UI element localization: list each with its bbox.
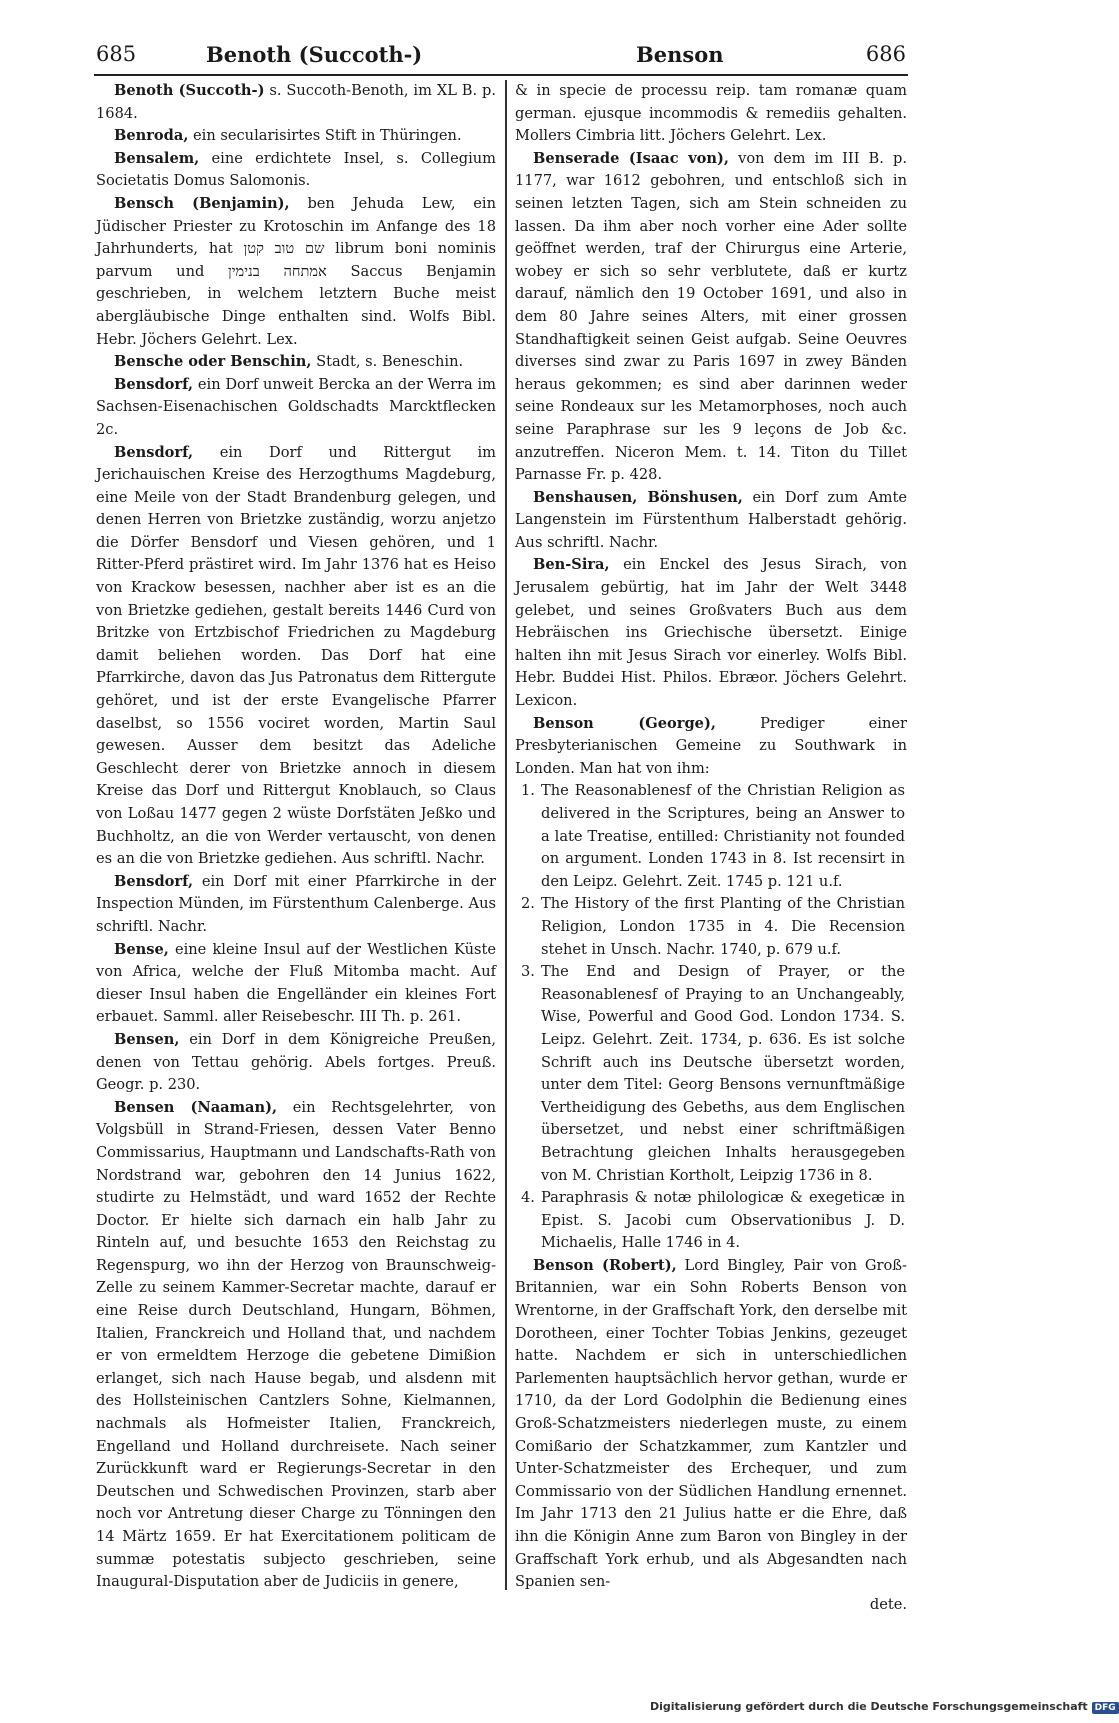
right-column: [515, 80, 907, 1616]
lemma: Bensdorf,: [114, 375, 194, 393]
lemma: Benroda,: [114, 127, 189, 145]
entry: [515, 713, 907, 781]
entry: [96, 442, 496, 871]
running-title-right: Benson: [636, 42, 724, 67]
page-number-left: 685: [96, 42, 137, 66]
column-divider: [505, 80, 507, 1590]
entry: [96, 1029, 496, 1097]
lemma: Bensen (Naaman),: [114, 1098, 278, 1116]
entry-text: Prediger einer Presbyterianischen Gemeine zu Southwark in Londen. Man hat von ihm:: [515, 714, 907, 777]
entry-continuation: & in specie de processu reip. tam romanæ quam german. ejusque incommodis & remediis gehalten. Mollers Cimbria litt. Jöchers Gelehrt. Lex.: [515, 82, 907, 145]
lemma: Benoth (Succoth-): [114, 82, 265, 99]
header-rule: [94, 74, 908, 76]
entry: [96, 80, 496, 125]
lemma: Benshausen, Bönshusen,: [533, 488, 743, 506]
entry-text: Lord Bingley, Pair von Groß-Britannien, war ein Sohn Roberts Benson von Wrentorne, in der Graffschaft York, den derselbe mit Dorotheen, einer Tochter Tobias Jenkins, gezeuget hatte. Nachdem er sich in unterschiedlichen Parlementen hauptsächlich hervor gethan, wurde er 1710, da der Lord Godolphin die Bedienung eines Groß-Schatzmeisters niederlegen muste, zu einem Comißario der Schatzkammer, zum Kantzler und Unter-Schatzmeister des Erchequer, und zum Commissario von der Südlichen Handlung ernennet. Im Jahr 1713 den 21 Julius hatte er die Ehre, daß ihn die Königin Anne zum Baron von Bingley in der Graffschaft York erhub, und als Abgesandten nach Spanien sen-: [515, 1256, 907, 1591]
entry-text: ein Dorf mit einer Pfarrkirche in der Inspection Münden, im Fürstenthum Calenberge. Aus schriftl. Nachr.: [96, 872, 496, 935]
entry: [96, 351, 496, 374]
entry: [96, 148, 496, 193]
entry-text: eine erdichtete Insel, s. Collegium Societatis Domus Salomonis.: [96, 149, 496, 190]
entry-text: ein Dorf und Rittergut im Jerichauischen Kreise des Herzogthums Magdeburg, eine Meile von der Stadt Brandenburg gelegen, und denen Herren von Brietzke zuständig, worzu anjetzo die Dörfer Bensdorf und Viesen gehören, und 1 Ritter-Pferd prästiret wird. Im Jahr 1376 hat es Heiso von Krackow besessen, nachher aber ist es an die von Brietzke gediehen, gestalt bereits 1446 Curd von Britzke von Ertzbischof Friedrichen zu Magdeburg damit beliehen worden. Das Dorf hat eine Pfarrkirche, davon das Jus Patronatus dem Rittergute gehöret, und ist der erste Evangelische Pfarrer daselbst, so 1556 vociret worden, Martin Saul gewesen. Ausser dem besitzt das Adeliche Geschlecht derer von Brietzke annoch in diesem Kreise das Dorf und Rittergut Knoblauch, so Claus von Loßau 1477 gegen 2 wüste Dorfstäten Jeßko und Buchholtz, an die von Werder vertauscht, von denen es an die von Brietzke gediehen. Aus schriftl. Nachr.: [96, 443, 496, 868]
work-text: The End and Design of Prayer, or the Reasonablenesf of Praying to an Unchangeably, Wise, Powerful and Good God. London 1734. S. Leipz. Gelehrt. Zeit. 1734, p. 636. Es ist solche Schrift auch ins Deutsche übersetzt worden, unter dem Titel: Georg Bensons vernunftmäßige Vertheidigung des Gebeths, aus dem Englischen übersetzet, und nebst einer schriftmäßigen Betrachtung gleichen Inhalts herausgegeben von M. Christian Kortholt, Leipzig 1736 in 8.: [541, 963, 905, 1184]
work-number: 3.: [521, 963, 535, 981]
lemma: Bensdorf,: [114, 872, 194, 890]
entry: [96, 125, 496, 148]
running-title-left: Benoth (Succoth-): [206, 42, 423, 67]
work-item: [515, 961, 907, 1187]
entry-text: ben Jehuda Lew, ein Jüdischer Priester zu Krotoschin im Anfange des 18 Jahrhunderts, hat שם טוב קטן librum boni nominis parvum und אמתחה בנימין Saccus Benjamin geschrieben, in welchem letztern Buche meist abergläubische Dinge enthalten sind. Wolfs Bibl. Hebr. Jöchers Gelehrt. Lex.: [96, 194, 497, 348]
lemma: Benson (George),: [533, 714, 716, 732]
entry: [515, 487, 907, 555]
lemma: Benson (Robert),: [533, 1256, 677, 1274]
work-text: The Reasonablenesf of the Christian Religion as delivered in the Scriptures, being an Answer to a late Treatise, entilled: Christianity not founded on argument. Londen 1743 in 8. Ist recensirt in den Leipz. Gelehrt. Zeit. 1745 p. 121 u.f.: [541, 782, 905, 890]
lemma: Benserade (Isaac von),: [533, 149, 730, 167]
entry-text: Stadt, s. Beneschin.: [311, 353, 464, 371]
entry-text: ein Rechtsgelehrter, von Volgsbüll in Strand-Friesen, dessen Vater Benno Commissarius, Hauptmann und Landschafts-Rath von Nordstrand war, gebohren den 14 Junius 1622, studirte zu Helmstädt, und ward 1652 der Rechte Doctor. Er hielte sich darnach ein halb Jahr zu Rinteln auf, und besuchte 1653 den Reichstag zu Regenspurg, wo ihn der Herzog von Braunschweig-Zelle zu seinem Kammer-Secretar machte, darauf er eine Reise durch Deutschland, Hungarn, Böhmen, Italien, Franckreich und Holland that, und nachdem er von ermeldtem Herzoge die gebetene Dimißion erlanget, sich nach Hause begab, und alsdenn mit des Hollsteinischen Cantzlers Sohne, Kielmannen, nachmals als Hofmeister Italien, Franckreich, Engelland und Holland durchreisete. Nach seiner Zurückkunft ward er Regierungs-Secretar in den Deutschen und Schwedischen Provinzen, starb aber noch vor Antretung dieser Charge zu Tönningen den 14 Märtz 1659. Er hat Exercitationem politicam de summæ potestatis subjecto geschrieben, seine Inaugural-Disputation aber de Judiciis in genere,: [96, 1098, 496, 1591]
dfg-logo: DFG: [1092, 1702, 1119, 1714]
entry-text: ein Dorf in dem Königreiche Preußen, denen von Tettau gehörig. Abels fortges. Preuß. Geogr. p. 230.: [96, 1030, 496, 1094]
work-text: The History of the first Planting of the Christian Religion, London 1735 in 4. Die Recension stehet in Unsch. Nachr. 1740, p. 679 u.f.: [541, 895, 905, 958]
entry-text: eine kleine Insul auf der Westlichen Küste von Africa, welche der Fluß Mitomba macht. Auf dieser Insul haben die Engelländer ein kleines Fort erbauet. Samml. aller Reisebeschr. III Th. p. 261.: [96, 940, 496, 1026]
entry-text: ein secularisirtes Stift in Thüringen.: [188, 127, 462, 145]
work-number: 2.: [521, 895, 535, 913]
left-column: [96, 80, 496, 1594]
work-text: Paraphrasis & notæ philologicæ & exegeticæ in Epist. S. Jacobi cum Observationibus J. D. Michaelis, Halle 1746 in 4.: [541, 1189, 905, 1252]
entry: [96, 193, 496, 351]
work-item: [515, 780, 907, 893]
entry: [515, 554, 907, 712]
work-number: 4.: [521, 1189, 535, 1207]
entry: [515, 148, 907, 487]
digitization-credit: [650, 1700, 1116, 1718]
entry-text: ein Dorf unweit Bercka an der Werra im Sachsen-Eisenachischen Goldschadts Marcktflecken 2c.: [96, 375, 496, 438]
lemma: Bensalem,: [114, 149, 200, 167]
page-number-right: 686: [865, 42, 906, 66]
work-number: 1.: [521, 782, 535, 800]
entry-text: s. Succoth-Benoth, im XL B. p. 1684.: [96, 82, 496, 122]
lemma: Bensch (Benjamin),: [114, 194, 290, 212]
entry: [96, 939, 496, 1029]
lemma: Bensdorf,: [114, 443, 194, 461]
lemma: Bensen,: [114, 1030, 180, 1048]
entry-text: ein Enckel des Jesus Sirach, von Jerusalem gebürtig, hat im Jahr der Welt 3448 gelebet, und seines Großvaters Buch aus dem Hebräischen ins Griechische übersetzt. Einige halten ihn mit Jesus Sirach vor einerley. Wolfs Bibl. Hebr. Buddei Hist. Philos. Ebræor. Jöchers Gelehrt. Lexicon.: [515, 556, 907, 710]
entry-text: von dem im III B. p. 1177, war 1612 gebohren, und entschloß sich in seinen letzten Tagen, sich am Stein schneiden zu lassen. Da ihm aber noch vorher eine Ader sollte geöffnet werden, traf der Chirurgus eine Arterie, wobey er sich so sehr verblutete, daß er kurtz darauf, nämlich den 19 October 1691, und also in dem 80 Jahre seines Alters, mit einer grossen Standhaftigkeit seinen Geist aufgab. Seine Oeuvres diverses sind zwar zu Paris 1697 in zwey Bänden heraus gekommen; es sind aber darinnen weder seine Rondeaux sur les Metamorphoses, noch auch seine Paraphrase sur les 9 leçons de Job &c. anzutreffen. Niceron Mem. t. 14. Titon du Tillet Parnasse Fr. p. 428.: [515, 149, 907, 484]
credit-text: Digitalisierung gefördert durch die Deutsche Forschungsgemeinschaft: [650, 1700, 1088, 1713]
entry: [96, 871, 496, 939]
work-item: [515, 1187, 907, 1255]
entry: [96, 1097, 496, 1594]
works-list: [515, 780, 907, 1254]
lemma: Ben-Sira,: [533, 556, 610, 574]
page-header: [96, 42, 906, 76]
entry: [515, 1255, 907, 1594]
work-item: [515, 893, 907, 961]
catchword: dete.: [869, 1595, 907, 1613]
lemma: Bense,: [114, 940, 169, 958]
entry-text: ein Dorf zum Amte Langenstein im Fürstenthum Halberstadt gehörig. Aus schriftl. Nachr.: [515, 488, 907, 551]
lemma: Bensche oder Benschin,: [114, 353, 312, 371]
entry: [96, 374, 496, 442]
